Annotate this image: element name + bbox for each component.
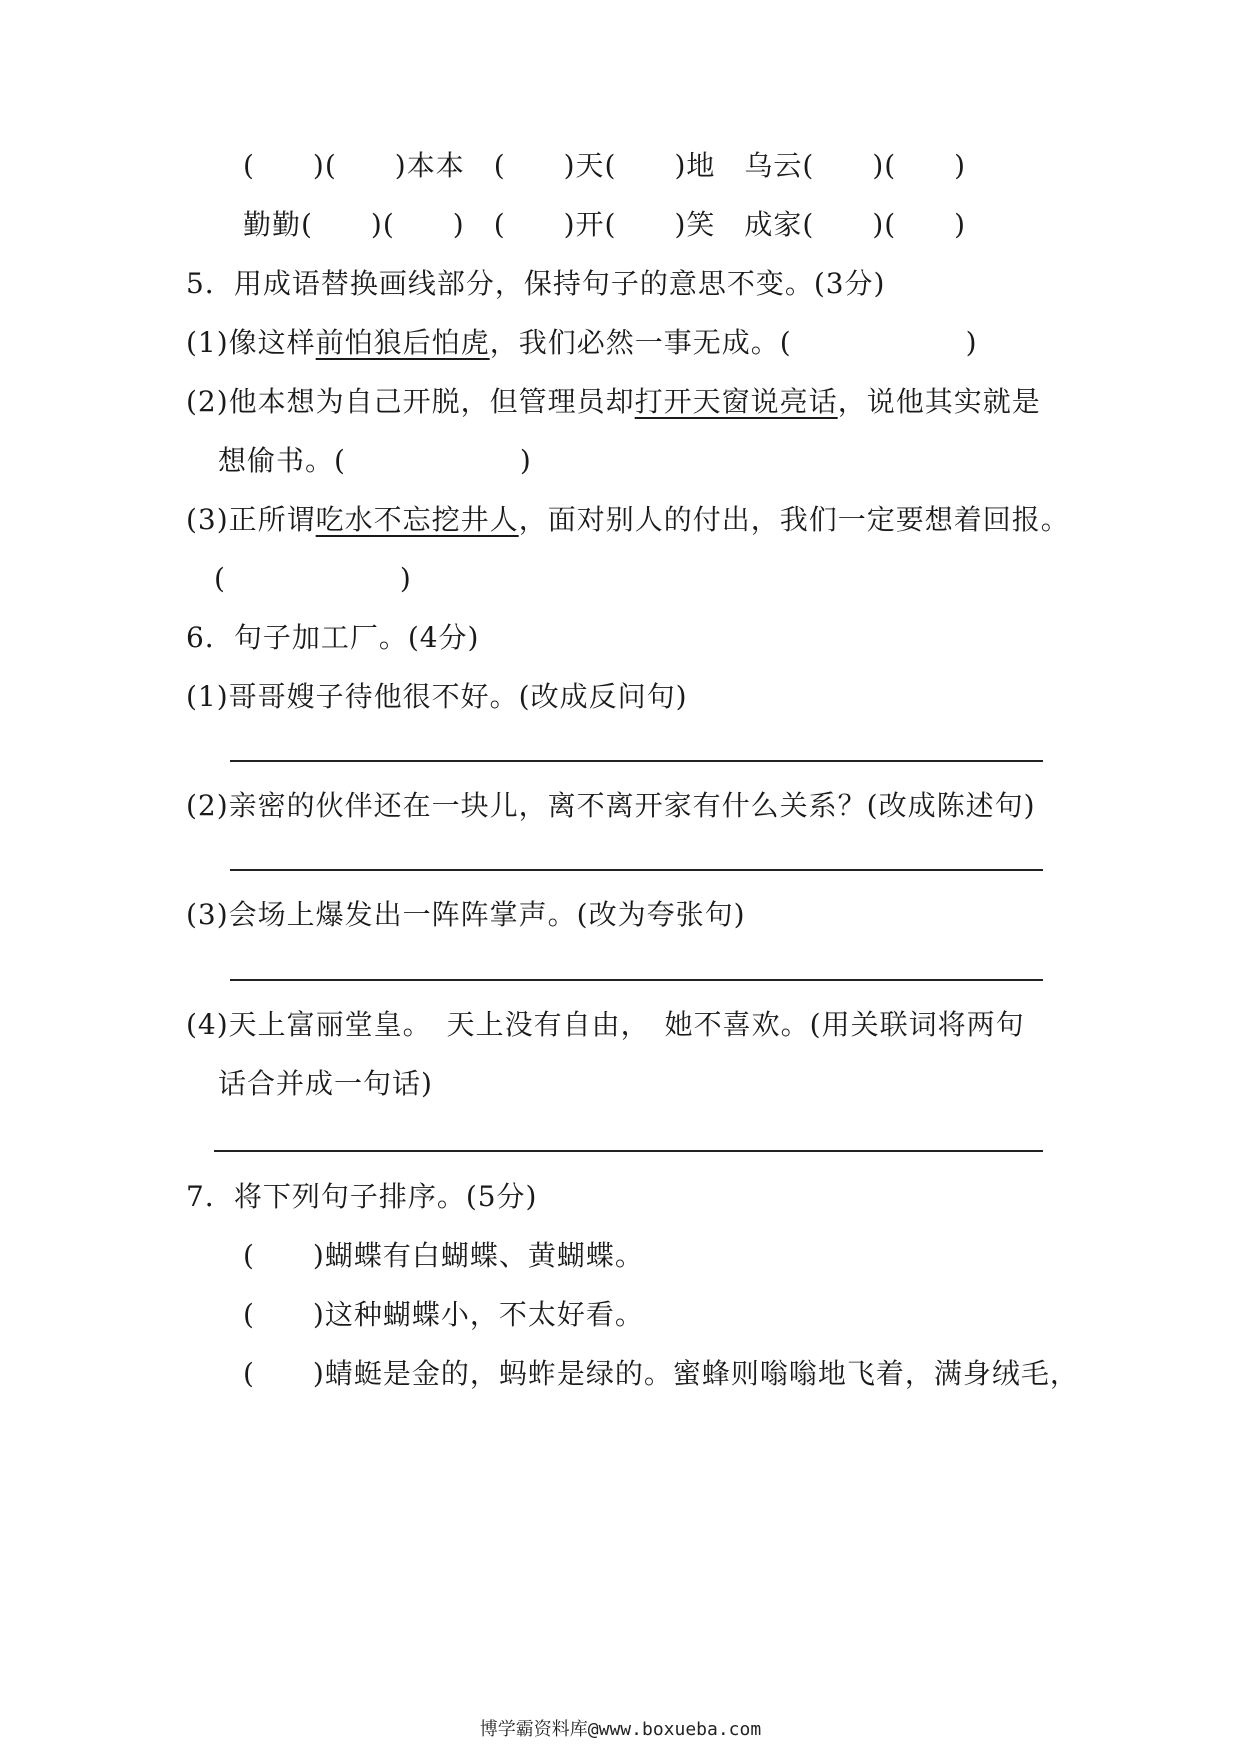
q7-sentence-3: ( )蜻蜓是金的，蚂蚱是绿的。蜜蜂则嗡嗡地飞着，满身绒毛， [243, 1357, 1079, 1390]
page-footer-watermark: 博学霸资料库@www.boxueba.com [479, 1719, 762, 1740]
q6-item-2: (2)亲密的伙伴还在一块儿，离不离开家有什么关系？(改成陈述句) [186, 789, 1036, 822]
q7-title: 7．将下列句子排序。(5分) [186, 1180, 538, 1213]
q5-item-2-suffix: ，说他其实就是 [837, 385, 1041, 418]
q6-answer-line-2[interactable] [230, 869, 1043, 871]
q5-item-2-continued: 想偷书。( ) [218, 444, 532, 477]
q5-title: 5．用成语替换画线部分，保持句子的意思不变。(3分) [186, 267, 886, 300]
q6-answer-line-1[interactable] [230, 760, 1043, 762]
q6-title: 6．句子加工厂。(4分) [186, 621, 480, 654]
q5-item-3-prefix: (3)正所谓 [186, 503, 316, 536]
q5-item-3 [186, 500, 1070, 540]
q6-item-1: (1)哥哥嫂子待他很不好。(改成反问句) [186, 680, 688, 713]
q5-item-1 [186, 323, 978, 363]
q5-item-2-prefix: (2)他本想为自己开脱，但管理员却 [186, 385, 635, 418]
q6-item-4-continued: 话合并成一句话) [218, 1067, 433, 1100]
q4-row-1: ( )( )本本 ( )天( )地 乌云( )( ) [243, 149, 967, 182]
q6-item-3: (3)会场上爆发出一阵阵掌声。(改为夸张句) [186, 898, 746, 931]
q6-answer-line-3[interactable] [230, 979, 1043, 981]
q6-item-4: (4)天上富丽堂皇。 天上没有自由， 她不喜欢。(用关联词将两句 [186, 1008, 1025, 1041]
q4-row-2: 勤勤( )( ) ( )开( )笑 成家( )( ) [243, 208, 967, 241]
q5-item-2-underlined-phrase: 打开天窗说亮话 [634, 385, 838, 418]
q5-item-1-underlined-phrase: 前怕狼后怕虎 [315, 326, 490, 359]
q7-sentence-1: ( )蝴蝶有白蝴蝶、黄蝴蝶。 [243, 1239, 644, 1272]
q6-answer-line-4[interactable] [214, 1150, 1043, 1152]
q5-item-3-underlined-phrase: 吃水不忘挖井人 [315, 503, 519, 536]
q7-sentence-2: ( )这种蝴蝶小，不太好看。 [243, 1298, 644, 1331]
q5-item-1-prefix: (1)像这样 [186, 326, 316, 359]
q5-item-1-suffix: ，我们必然一事无成。( ) [489, 326, 978, 359]
q5-item-2 [186, 382, 1041, 422]
q5-item-3-suffix: ，面对别人的付出，我们一定要想着回报。 [518, 503, 1070, 536]
q5-item-3-continued: ( ) [214, 562, 412, 595]
